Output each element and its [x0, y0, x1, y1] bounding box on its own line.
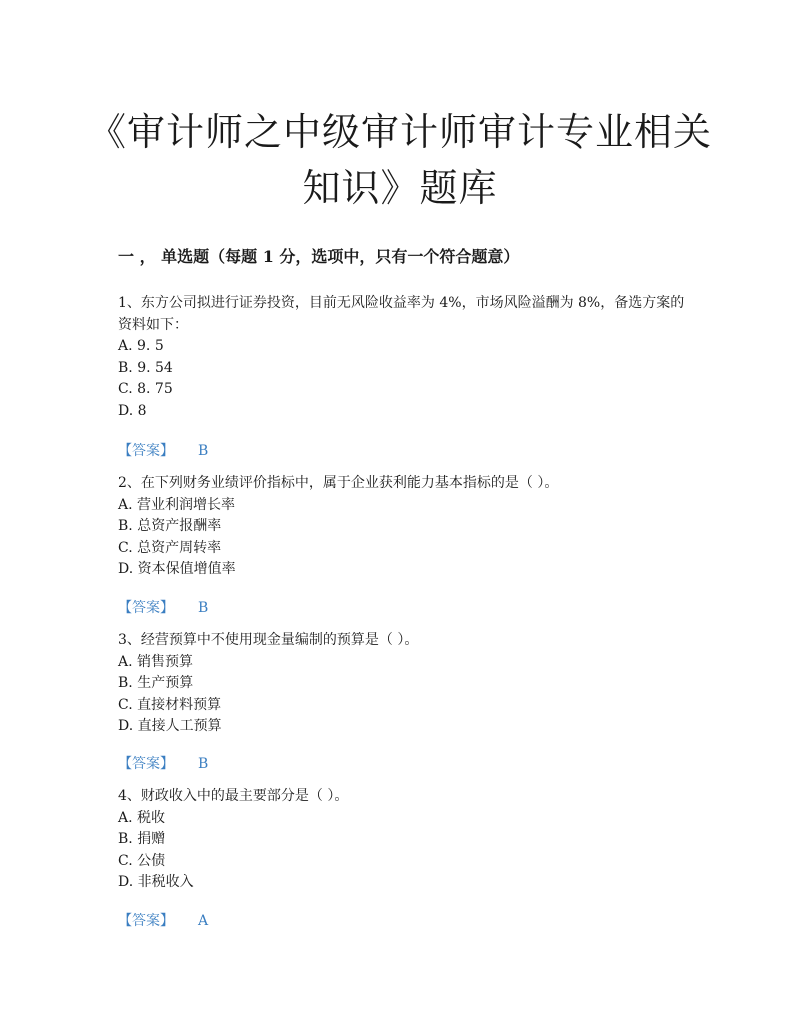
- question-1: [118, 293, 698, 422]
- answer-label: 【答案】: [118, 913, 174, 929]
- option-b: B. 生产预算: [118, 675, 194, 691]
- section-heading: 一 ， 单选题（每题 1 分，选项中，只有一个符合题意）: [118, 247, 520, 266]
- option-b: B. 9. 54: [118, 359, 173, 376]
- document-title-line-2: 知识》题库: [302, 166, 498, 210]
- question-stem: 2、在下列财务业绩评价指标中，属于企业获利能力基本指标的是（ ）。: [118, 475, 559, 491]
- option-list: [118, 652, 698, 738]
- question-3: [118, 630, 698, 738]
- option-b: B. 捐赠: [118, 831, 166, 847]
- option-c: C. 总资产周转率: [118, 539, 222, 556]
- answer-2: [118, 597, 208, 617]
- option-a: A. 税收: [118, 809, 166, 826]
- answer-value: B: [198, 443, 209, 459]
- answer-value: A: [198, 913, 209, 929]
- option-b: B. 总资产报酬率: [118, 518, 222, 534]
- answer-value: B: [198, 600, 209, 616]
- question-4: [118, 786, 698, 894]
- question-2: [118, 473, 698, 581]
- option-c: C. 8. 75: [118, 381, 173, 397]
- option-list: [118, 495, 698, 581]
- answer-value: B: [198, 756, 209, 772]
- answer-1: [118, 440, 208, 460]
- option-d: D. 直接人工预算: [118, 718, 222, 734]
- answer-label: 【答案】: [118, 443, 174, 459]
- answer-3: [118, 753, 208, 773]
- option-c: C. 公债: [118, 852, 166, 869]
- question-stem: 3、经营预算中不使用现金量编制的预算是（ ）。: [118, 632, 419, 648]
- answer-label: 【答案】: [118, 600, 174, 616]
- answer-label: 【答案】: [118, 756, 174, 772]
- question-stem: 4、财政收入中的最主要部分是（ ）。: [118, 788, 349, 804]
- option-list: [118, 808, 698, 894]
- option-a: A. 销售预算: [118, 653, 194, 670]
- answer-4: [118, 910, 208, 930]
- document-title-line-1: 《审计师之中级审计师审计专业相关: [87, 110, 712, 154]
- option-list: [118, 336, 698, 422]
- option-a: A. 营业利润增长率: [118, 496, 236, 513]
- option-d: D. 8: [118, 402, 147, 419]
- option-c: C. 直接材料预算: [118, 696, 222, 713]
- option-d: D. 非税收入: [118, 874, 194, 890]
- option-a: A. 9. 5: [118, 338, 164, 354]
- question-stem: 1、东方公司拟进行证券投资，目前无风险收益率为 4%，市场风险溢酬为 8%，备选方案的资料如下：: [118, 295, 685, 333]
- option-d: D. 资本保值增值率: [118, 561, 236, 577]
